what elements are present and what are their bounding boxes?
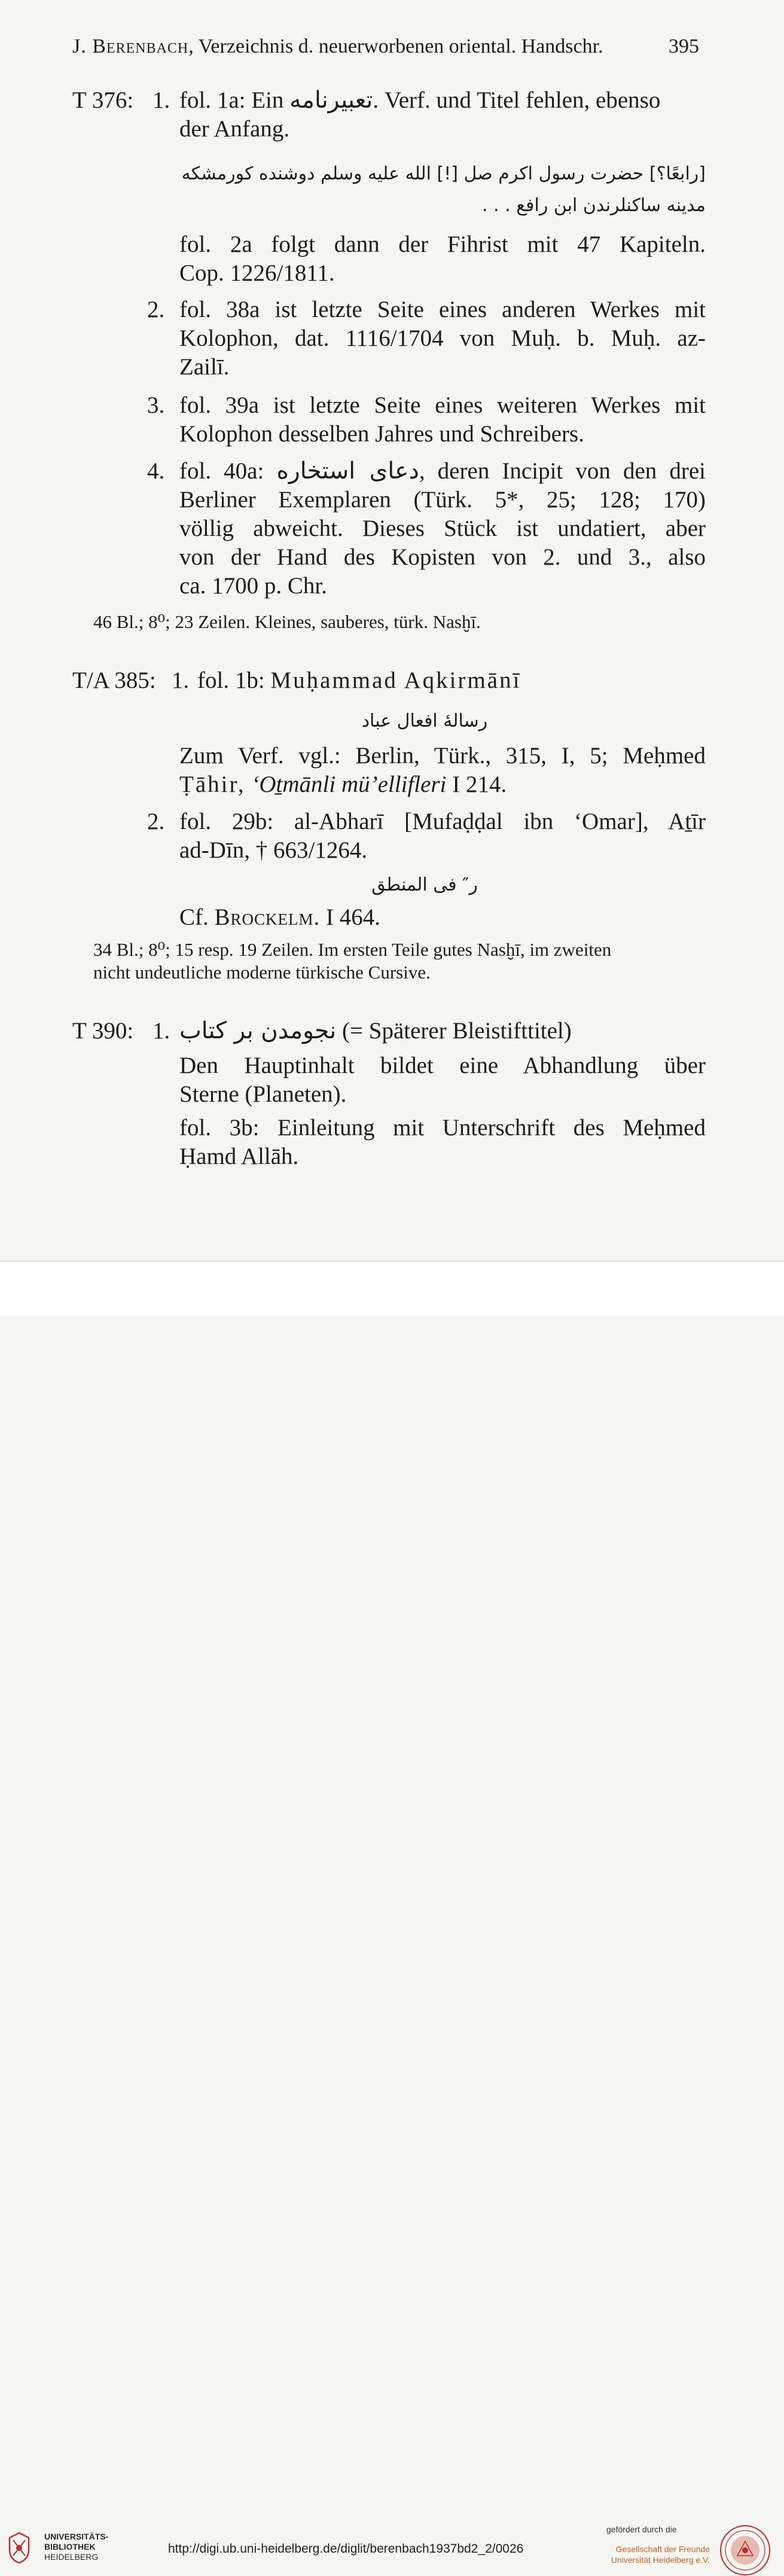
text-line: fol. 40a: دعای استخاره, deren Incipit von den drei	[179, 458, 706, 484]
text-line: fol. 2a folgt dann der Fihrist mit 47 Kapiteln.	[179, 231, 706, 257]
university-seal-icon	[719, 2525, 771, 2576]
text-line: ca. 1700 p. Chr.	[179, 573, 327, 599]
item-number: 2.	[147, 809, 165, 834]
text-line: نجومدن بر کتاب (= Späterer Bleistifttitel)	[179, 1017, 572, 1044]
text-line: Den Hauptinhalt bildet eine Abhandlung über	[179, 1053, 706, 1078]
entry-id-t376: T 376:	[72, 87, 134, 113]
entry-id-t390: T 390:	[72, 1018, 134, 1044]
arabic-line: مدینه ساکنلرندن ابن رافع . . .	[481, 195, 706, 216]
item-number: 4.	[147, 458, 165, 484]
text-line: Zailī.	[179, 354, 230, 380]
author-name: Muḥammad Aqkirmānī	[270, 667, 521, 693]
running-header	[72, 32, 603, 61]
physical-description: 46 Bl.; 8⁰; 23 Zeilen. Kleines, sauberes, türk. Nasḫī.	[93, 611, 481, 632]
sponsor-name: Gesellschaft der Freunde Universität Heidelberg e.V.	[611, 2544, 710, 2565]
citation: Cf. Brockelm. I 464.	[179, 904, 381, 930]
item-number: 1.	[152, 87, 170, 113]
arabic-title: تعبیرنامه	[289, 87, 373, 114]
item-number: 1.	[172, 667, 190, 693]
text-line: Berliner Exemplaren (Türk. 5*, 25; 128; 170)	[179, 487, 706, 513]
arabic-title: رسالهٔ افعال عباد	[361, 711, 488, 731]
text-line: der Anfang.	[179, 116, 290, 142]
text-line: völlig abweicht. Dieses Stück ist undatiert, aber	[179, 516, 706, 541]
library-logo-icon	[7, 2532, 31, 2564]
arabic-title: نجومدن بر کتاب	[179, 1017, 337, 1044]
page-number: 395	[669, 35, 699, 57]
physical-description: 34 Bl.; 8⁰; 15 resp. 19 Zeilen. Im ersten Teile gutes Nasḫī, im zweiten	[93, 939, 612, 960]
text-line: Cop. 1226/1811.	[179, 260, 335, 286]
entry-id-ta385: T/A 385:	[72, 667, 156, 693]
footer-bar	[0, 1261, 784, 2565]
arabic-title: دعای استخاره	[276, 458, 419, 484]
text-line: Kolophon, dat. 1116/1704 von Muḥ. b. Muḥ. az-	[179, 325, 706, 351]
text-line: fol. 39a ist letzte Seite eines weiteren Werkes mit	[179, 392, 706, 418]
text-line: Sterne (Planeten).	[179, 1081, 347, 1107]
work-title: ‘Oṯmānli mü’ellifleri	[251, 772, 447, 797]
library-name: UNIVERSITÄTS- BIBLIOTHEK HEIDELBERG	[44, 2532, 109, 2562]
item-number: 2.	[147, 297, 165, 322]
text-line: Zum Verf. vgl.: Berlin, Türk., 315, I, 5; Meḥmed	[179, 743, 706, 769]
header-title: , Verzeichnis d. neuerworbenen oriental. Handschr.	[188, 35, 603, 57]
permalink-url[interactable]: http://digi.ub.uni-heidelberg.de/diglit/berenbach1937bd2_2/0026	[168, 2542, 524, 2556]
physical-description: nicht undeutliche moderne türkische Cursive.	[93, 962, 431, 983]
text-line: fol. 38a ist letzte Seite eines anderen Werkes mit	[179, 297, 706, 322]
header-author: J. Berenbach	[72, 35, 189, 57]
text-line: Ṭāhir, ‘Oṯmānli mü’ellifleri I 214.	[179, 772, 507, 797]
sponsor-heading: gefördert durch die	[606, 2525, 677, 2534]
arabic-title: ر″ فی المنطق	[371, 874, 478, 895]
scanned-page	[0, 0, 784, 1256]
text-line: fol. 29b: al-Abharī [Mufaḍḍal ibn ‘Omar], Aṯīr	[179, 809, 706, 834]
item-number: 3.	[147, 392, 165, 418]
text-line: Ḥamd Allāh.	[179, 1144, 299, 1169]
arabic-line: [رابعًا؟] حضرت رسول اکرم صل [!] الله علیه وسلم دوشنده کورمشکه	[181, 163, 706, 184]
text-line: fol. 1a: Ein تعبیرنامه. Verf. und Titel fehlen, ebenso	[179, 87, 661, 114]
text-line: fol. 3b: Einleitung mit Unterschrift des Meḥmed	[179, 1115, 706, 1141]
text-line: von der Hand des Kopisten von 2. und 3., also	[179, 544, 706, 570]
item-number: 1.	[152, 1018, 170, 1044]
text-line: Kolophon desselben Jahres und Schreibers.	[179, 421, 584, 447]
text-line: fol. 1b: Muḥammad Aqkirmānī	[197, 667, 521, 693]
text-line: ad-Dīn, † 663/1264.	[179, 837, 368, 863]
